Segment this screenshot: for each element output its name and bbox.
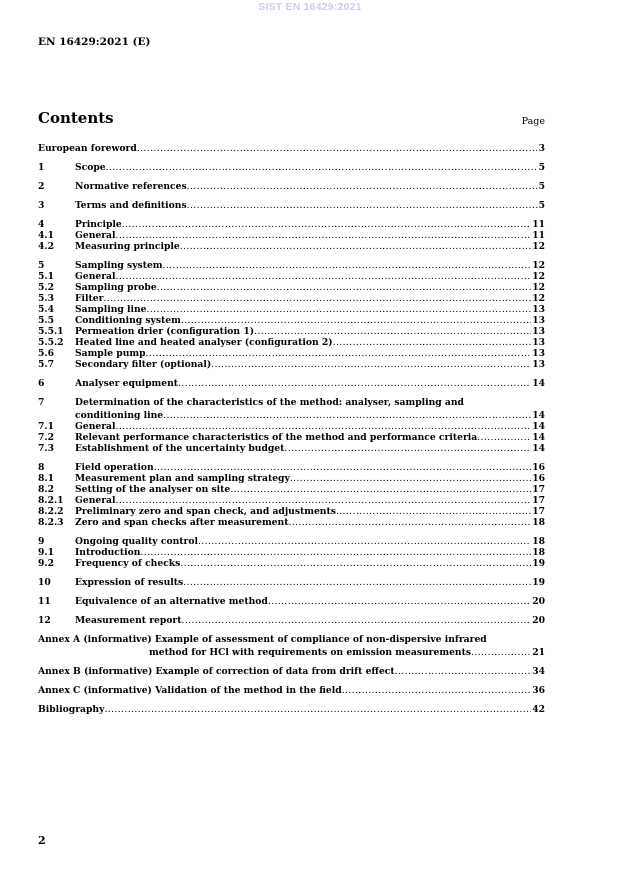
toc-entry-number: 5.1 — [38, 271, 54, 282]
toc-entry-page: 17 — [532, 506, 545, 517]
toc-entry[interactable] — [38, 271, 545, 282]
dot-leader — [147, 304, 532, 315]
dot-leader — [187, 181, 538, 192]
toc-entry-number: 11 — [38, 596, 51, 607]
toc-entry-title: Ongoing quality control — [75, 536, 198, 547]
toc-entry[interactable] — [38, 432, 545, 443]
page-column-label: Page — [521, 116, 545, 127]
toc-entry[interactable] — [38, 397, 545, 421]
toc-entry-page: 13 — [532, 304, 545, 315]
dot-leader — [342, 685, 532, 696]
toc-entry[interactable] — [38, 337, 545, 348]
toc-entry-title-continued: method for HCl with requirements on emission measurements — [149, 647, 472, 658]
toc-entry-page: 13 — [532, 326, 545, 337]
toc-entry-number: 4.1 — [38, 230, 54, 241]
toc-entry[interactable] — [38, 359, 545, 370]
toc-entry-number: 5.5 — [38, 315, 54, 326]
dot-leader — [268, 596, 531, 607]
toc-entry-number: 4 — [38, 219, 45, 230]
toc-entry[interactable] — [38, 506, 545, 517]
toc-entry-number: 5 — [38, 260, 45, 271]
toc-entry-title: Analyser equipment — [75, 378, 179, 389]
toc-entry-page: 21 — [532, 647, 545, 658]
dot-leader — [137, 143, 538, 154]
toc-entry-number: 8.2.1 — [38, 495, 64, 506]
dot-leader — [154, 462, 531, 473]
dot-leader — [230, 484, 531, 495]
toc-entry-title: Conditioning system — [75, 315, 181, 326]
toc-entry[interactable] — [38, 260, 545, 271]
toc-entry-title: Annex A (informative) Example of assessment of compliance of non-dispersive infrared — [38, 634, 487, 645]
dot-leader — [116, 421, 532, 432]
toc-entry-page: 14 — [532, 443, 545, 454]
toc-entry-title: European foreword — [38, 143, 137, 154]
toc-entry-title: General — [75, 421, 116, 432]
toc-entry-number: 4.2 — [38, 241, 54, 252]
toc-entry-title: General — [75, 271, 116, 282]
toc-entry[interactable] — [38, 495, 545, 506]
toc-entry[interactable] — [38, 666, 545, 677]
toc-entry-page: 11 — [532, 219, 545, 230]
watermark: SIST EN 16429:2021 — [258, 1, 362, 13]
toc-entry-number: 8.2.2 — [38, 506, 64, 517]
toc-entry-page: 18 — [532, 547, 545, 558]
toc-entry[interactable] — [38, 304, 545, 315]
toc-entry-page: 36 — [532, 685, 545, 696]
dot-leader — [106, 162, 538, 173]
dot-leader — [163, 260, 532, 271]
dot-leader — [182, 615, 532, 626]
toc-entry-title: Equivalence of an alternative method — [75, 596, 268, 607]
toc-entry[interactable] — [38, 282, 545, 293]
toc-entry-page: 34 — [532, 666, 545, 677]
dot-leader — [288, 517, 531, 528]
toc-entry[interactable] — [38, 421, 545, 432]
toc-entry-number: 6 — [38, 378, 45, 389]
toc-entry-number: 1 — [38, 162, 45, 173]
toc-entry-number: 5.6 — [38, 348, 54, 359]
toc-entry-page: 20 — [532, 615, 545, 626]
toc-entry-number: 5.2 — [38, 282, 54, 293]
toc-entry-number: 10 — [38, 577, 51, 588]
toc-entry-page: 14 — [532, 421, 545, 432]
toc-entry[interactable] — [38, 473, 545, 484]
toc-entry[interactable] — [38, 162, 545, 173]
toc-entry[interactable] — [38, 230, 545, 241]
toc-entry-page: 5 — [538, 181, 545, 192]
toc-entry-number: 5.5.2 — [38, 337, 64, 348]
toc-entry-page: 5 — [538, 162, 545, 173]
dot-leader — [103, 293, 531, 304]
toc-entry-title: Terms and definitions — [75, 200, 187, 211]
toc-entry-title: Annex C (informative) Validation of the method in the field — [38, 685, 342, 696]
dot-leader — [163, 410, 531, 421]
toc-entry-page: 14 — [532, 378, 545, 389]
toc-entry-number: 9 — [38, 536, 45, 547]
toc-entry-page: 17 — [532, 495, 545, 506]
toc-entry[interactable] — [38, 293, 545, 304]
document-id: EN 16429:2021 (E) — [38, 36, 151, 48]
toc-entry-title: Sample pump — [75, 348, 146, 359]
toc-entry-title: Setting of the analyser on site — [75, 484, 231, 495]
toc-entry-title: Filter — [75, 293, 104, 304]
toc-entry-number: 5.3 — [38, 293, 54, 304]
toc-entry[interactable] — [38, 596, 545, 607]
dot-leader — [333, 337, 532, 348]
toc-entry-number: 8.1 — [38, 473, 54, 484]
toc-entry[interactable] — [38, 181, 545, 192]
dot-leader — [336, 506, 531, 517]
toc-entry[interactable] — [38, 536, 545, 547]
toc-entry-title: Permeation drier (configuration 1) — [75, 326, 255, 337]
toc-entry-page: 11 — [532, 230, 545, 241]
toc-entry-page: 14 — [532, 410, 545, 421]
table-of-contents — [38, 143, 545, 715]
toc-entry[interactable] — [38, 615, 545, 626]
toc-entry-page: 17 — [532, 484, 545, 495]
toc-entry-title: Field operation — [75, 462, 154, 473]
toc-entry-title: General — [75, 230, 116, 241]
toc-entry-number: 7.2 — [38, 432, 54, 443]
toc-entry-title: Determination of the characteristics of the method: analyser, sampling and — [75, 397, 464, 408]
toc-entry-title: Heated line and heated analyser (configuration 2) — [75, 337, 333, 348]
toc-entry-title: Sampling line — [75, 304, 147, 315]
toc-entry-page: 14 — [532, 432, 545, 443]
toc-entry-page: 18 — [532, 517, 545, 528]
dot-leader — [181, 315, 531, 326]
toc-entry-title: Scope — [75, 162, 106, 173]
toc-entry[interactable] — [38, 378, 545, 389]
toc-entry-page: 5 — [538, 200, 545, 211]
toc-entry-page: 20 — [532, 596, 545, 607]
toc-entry[interactable] — [38, 517, 545, 528]
toc-entry[interactable] — [38, 200, 545, 211]
toc-entry[interactable] — [38, 685, 545, 696]
dot-leader — [254, 326, 531, 337]
toc-entry[interactable] — [38, 484, 545, 495]
toc-entry-number: 2 — [38, 181, 45, 192]
toc-entry[interactable] — [38, 326, 545, 337]
toc-entry-title: Bibliography — [38, 704, 105, 715]
toc-entry-number: 8.2 — [38, 484, 54, 495]
toc-entry-title: Zero and span checks after measurement — [75, 517, 289, 528]
toc-entry-page: 13 — [532, 315, 545, 326]
toc-entry-title: Relevant performance characteristics of the method and performance criteria — [75, 432, 478, 443]
dot-leader — [122, 219, 531, 230]
toc-entry-title: Measurement plan and sampling strategy — [75, 473, 290, 484]
toc-entry[interactable] — [38, 143, 545, 154]
toc-entry-title: Annex B (informative) Example of correction of data from drift effect — [38, 666, 395, 677]
toc-entry-title: Measurement report — [75, 615, 182, 626]
toc-entry[interactable] — [38, 577, 545, 588]
toc-entry-title: Sampling system — [75, 260, 163, 271]
toc-entry-page: 12 — [532, 271, 545, 282]
contents-title: Contents — [38, 109, 114, 127]
toc-entry[interactable] — [38, 634, 545, 658]
toc-entry-page: 19 — [532, 577, 545, 588]
dot-leader — [180, 558, 531, 569]
dot-leader — [183, 577, 531, 588]
toc-entry-number: 12 — [38, 615, 51, 626]
toc-entry-number: 7.1 — [38, 421, 54, 432]
dot-leader — [211, 359, 531, 370]
dot-leader — [477, 432, 531, 443]
toc-entry-page: 42 — [532, 704, 545, 715]
toc-entry-number: 5.7 — [38, 359, 54, 370]
toc-entry-title: Secondary filter (optional) — [75, 359, 212, 370]
toc-entry-title: Principle — [75, 219, 122, 230]
dot-leader — [140, 547, 531, 558]
toc-entry[interactable] — [38, 241, 545, 252]
toc-entry-title: Normative references — [75, 181, 187, 192]
toc-entry[interactable] — [38, 462, 545, 473]
toc-entry-page: 16 — [532, 462, 545, 473]
toc-entry-page: 19 — [532, 558, 545, 569]
toc-entry-title: Introduction — [75, 547, 141, 558]
dot-leader — [180, 241, 531, 252]
toc-entry[interactable] — [38, 443, 545, 454]
toc-entry-title: Frequency of checks — [75, 558, 181, 569]
footer-page-number: 2 — [38, 834, 46, 847]
toc-entry-page: 13 — [532, 359, 545, 370]
toc-entry-page: 13 — [532, 337, 545, 348]
dot-leader — [284, 443, 531, 454]
toc-entry-page: 16 — [532, 473, 545, 484]
toc-entry-page: 12 — [532, 293, 545, 304]
dot-leader — [471, 647, 531, 658]
toc-entry-number: 7.3 — [38, 443, 54, 454]
toc-entry-page: 12 — [532, 282, 545, 293]
toc-entry-title: Preliminary zero and span check, and adjustments — [75, 506, 336, 517]
toc-entry[interactable] — [38, 704, 545, 715]
toc-entry-title-continued: conditioning line — [75, 410, 164, 421]
toc-entry-page: 12 — [532, 241, 545, 252]
toc-entry[interactable] — [38, 547, 545, 558]
toc-entry-page: 3 — [538, 143, 545, 154]
toc-entry[interactable] — [38, 219, 545, 230]
toc-entry-number: 9.2 — [38, 558, 54, 569]
toc-entry-page: 18 — [532, 536, 545, 547]
toc-entry[interactable] — [38, 315, 545, 326]
toc-entry-page: 12 — [532, 260, 545, 271]
toc-entry-title: Establishment of the uncertainty budget — [75, 443, 285, 454]
dot-leader — [178, 378, 531, 389]
dot-leader — [395, 666, 532, 677]
toc-entry-number: 5.4 — [38, 304, 54, 315]
toc-entry-number: 9.1 — [38, 547, 54, 558]
toc-entry-title: Measuring principle — [75, 241, 180, 252]
toc-entry-number: 8 — [38, 462, 45, 473]
toc-entry[interactable] — [38, 348, 545, 359]
toc-entry-title: Expression of results — [75, 577, 184, 588]
toc-entry[interactable] — [38, 558, 545, 569]
dot-leader — [157, 282, 532, 293]
toc-entry-page: 13 — [532, 348, 545, 359]
dot-leader — [198, 536, 531, 547]
dot-leader — [146, 348, 532, 359]
toc-entry-number: 3 — [38, 200, 45, 211]
dot-leader — [104, 704, 531, 715]
toc-entry-title: Sampling probe — [75, 282, 157, 293]
dot-leader — [116, 271, 532, 282]
dot-leader — [116, 495, 532, 506]
toc-entry-title: General — [75, 495, 116, 506]
toc-entry-number: 8.2.3 — [38, 517, 64, 528]
toc-entry-number: 5.5.1 — [38, 326, 64, 337]
dot-leader — [116, 230, 532, 241]
dot-leader — [290, 473, 531, 484]
dot-leader — [187, 200, 538, 211]
toc-entry-number: 7 — [38, 397, 45, 408]
